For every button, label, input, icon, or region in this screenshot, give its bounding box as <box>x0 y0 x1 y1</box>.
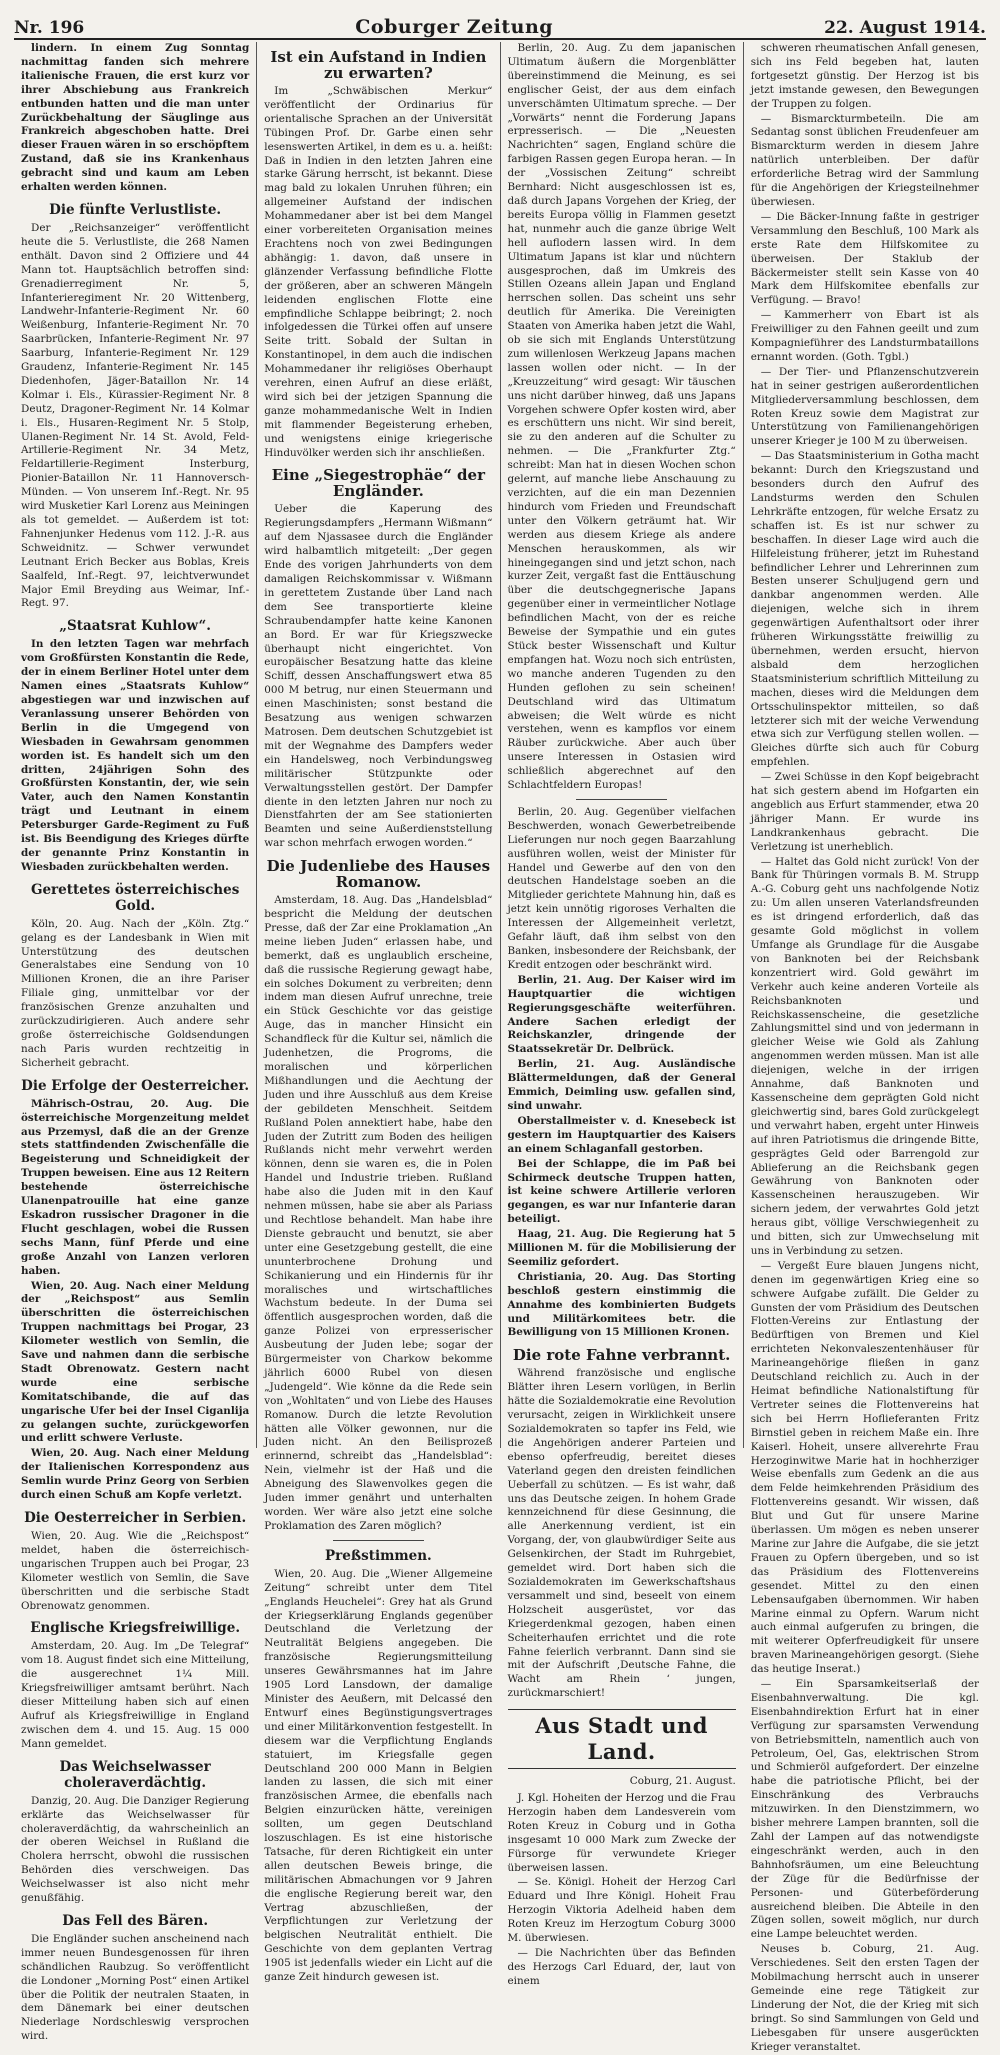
article-paragraph: Christiania, 20. Aug. Das Storting beschloß gestern einstimmig die Annahme des kombinierten Budgets und Militärkomitees betr. die Bewilligung von 15 Millionen Kronen. <box>507 1270 736 1339</box>
headline: Eine „Siegestrophäe“ der Engländer. <box>271 466 485 501</box>
article-paragraph: — Bismarckturmbeteiln. Die am Sedantag sonst üblichen Freudenfeuer am Bismarckturm werden in diesem Jahre natürlich unterbleiben. Der dafür erforderliche Betrag wird der Sammlung für die Angehörigen der Kriegsteilnehmer überwiesen. <box>750 112 979 208</box>
dateline: Coburg, 21. August. <box>629 1775 736 1788</box>
headline: Die rote Fahne verbrannt. <box>512 1346 731 1365</box>
article-paragraph: Oberstallmeister v. d. Knesebeck ist gestern im Hauptquartier des Kaisers an einem Schlaganfall gestorben. <box>507 1114 736 1155</box>
article-paragraph: — Vergeßt Eure blauen Jungens nicht, denen im gegenwärtigen Krieg eine so schwere Aufgabe zufällt. Die Gelder zu Gunsten der vom Präsidium des Deutschen Flotten-Vereins zur Entlastung der Bedürftigen von Bremen und Kiel errichteten Nekonvaleszentenhäuser für Marineangehörige fließen in ganz Deutschland reichlich zu. Auch in der Heimat befindliche Nationalstiftung für Vertreter seines die Flottenvereins hat sich bei Herrn Hoflieferanten Fritz Birnstiel geben in reichem Maße ein. Ihre Kaiserl. Hoheit, unsere allverehrte Frau Herzoginwitwe Marie hat in hochherziger Weise ebenfalls zum Gedenk an die aus dem Felde heimkehrenden Präsidium des Flottenvereins gesandt. Wir wissen, daß Blut und Gut für unsere Marine überlassen. Um mögen es neben unserer Marine zur Jahre die Aufgabe, die sie jetzt Frauen zu Opfern übergeben, und so ist das Präsidium des Flottenvereins gesendet. Mittel zu den einen Lebensaufgaben übernommen. Wir haben Marine einmal zu Opfern. Warum nicht auch einmal aufgerufen zu bringen, die mit weiterer Opferfreudigkeit für unsere braven Marineangehörigen gesorgt. (Siehe das heutige Inserat.) <box>750 1259 979 1676</box>
article-paragraph: In den letzten Tagen war mehrfach vom Großfürsten Konstantin die Rede, der in einem Berliner Hotel unter dem Namen eines „Staatsrats Kuhlow“ abgestiegen war und inzwischen auf Veranlassung unserer Behörden von Berlin in die Umgegend von Wiesbaden in Gewahrsam genommen worden ist. Es handelt sich um den dritten, 24jährigen Sohn des Großfürsten Konstantin, der, wie sein Vater, auch den Namen Konstantin trägt und Leutnant in einem Petersburger Garde-Regiment zu Fuß ist. Bis Beendigung des Krieges dürfte der genannte Prinz Konstantin in Wiesbaden zurückbehalten werden. <box>21 638 250 873</box>
article-paragraph: — Das Staatsministerium in Gotha macht bekannt: Durch den Kriegszustand und besonders durch den Aufruf des Landsturms werden den Schulen Lehrkräfte entzogen, für welche Ersatz zu schaffen ist. Es ist nur schwer zu beschaffen. In dieser Lage wird auch die Hilfeleistung früherer, jetzt im Ruhestand befindlicher Lehrer und Lehrerinnen zum Besten unserer Schuljugend gern und dankbar angenommen werden. Alle diejenigen, welche sich in ihrem gegenwärtigen Aufenthaltsort oder ihrer früheren Wirkungsstätte freiwillig zu übernehmen, werden ersucht, hiervon alsbald dem herzoglichen Staatsministerium schriftlich Mitteilung zu machen, dieses wird die Meldungen dem Ortsschulinspektor mitteilen, so daß letzterer sich mit der weiche Verwendung etwa sich zur Verfügung stellen wollen. — Gleiches dürfte sich auch für Coburg empfehlen. <box>750 450 979 769</box>
headline: Die Erfolge der Oesterreicher. <box>21 1077 250 1094</box>
article-paragraph: Der „Reichsanzeiger“ veröffentlicht heute die 5. Verlustliste, die 268 Namen enthält. Davon sind 2 Offiziere und 44 Mann tot. Hauptsächlich betroffen sind: Grenadierregiment Nr. 5, Infanterieregiment Nr. 20 Wittenberg, Landwehr-Infanterie-Regiment Nr. 60 Weißenburg, Infanterie-Regiment Nr. 70 Saarbrücken, Infanterie-Regiment Nr. 97 Saarburg, Infanterie-Regiment Nr. 129 Graudenz, Infanterie-Regiment Nr. 145 Diedenhofen, Jäger-Bataillon Nr. 14 Kolmar i. Els., Kürassier-Regiment Nr. 8 Deutz, Dragoner-Regiment Nr. 14 Kolmar i. Els., Husaren-Regiment Nr. 5 Stolp, Ulanen-Regiment Nr. 14 St. Avold, Feld-Artillerie-Regiment Nr. 34 Metz, Feldartillerie-Regiment Insterburg, Pionier-Bataillon Nr. 11 Hannoversch-Münden. — Von unserem Inf.-Regt. Nr. 95 wird Musketier Karl Lorenz aus Meiningen als tot gemeldet. — Außerdem ist tot: Fahnenjunker Hedenus vom 112. J.-R. aus Schweidnitz. — Schwer verwundet Leutnant Erich Becker aus Boblas, Kreis Saalfeld, Inf.-Regt. 97, leichtverwundet Major Emil Breyding aus Weimar, Inf.-Regt. 97. <box>21 221 250 610</box>
article-paragraph: — Zwei Schüsse in den Kopf beigebracht hat sich gestern abend im Hofgarten ein angeblich aus Erfurt stammender, etwa 20 jähriger Mann. Er wurde ins Landkrankenhaus gebracht. Die Verletzung ist unerheblich. <box>750 771 979 853</box>
article-paragraph: schweren rheumatischen Anfall genesen, sich ins Feld begeben hat, lauten fortgesetzt günstig. Der Herzog ist bis jetzt imstande gewesen, den Bewegungen der Truppen zu folgen. <box>750 42 979 110</box>
article-paragraph: Berlin, 21. Aug. Der Kaiser wird im Hauptquartier die wichtigen Regierungsgeschäfte weiterführen. Andere Sachen erledigt der Reichskanzler, dringende der Staatssekretär Dr. Delbrück. <box>507 973 736 1056</box>
section-heading: Aus Stadt und Land. <box>508 1709 736 1769</box>
article-paragraph: Während französische und englische Blätter ihren Lesern vorlügen, in Berlin hätte die Sozialdemokratie eine Revolution verursacht, zeigen in Wirklichkeit unsere Sozialdemokraten so tapfer ins Feld, wie die Angehörigen anderer Parteien und ebenso opferfreudig, bereitet dieses Vaterland gegen den dreisten feindlichen Ueberfall zu schützen. — Es ist wahr, daß uns das Deutsche zeigen. In hohem Grade kennzeichnend für diese Gesinnung, die alle Anerkennung verdient, ist ein Vorgang, der, von glaubwürdiger Seite aus Gelsenkirchen, der Stadt im Ruhrgebiet, gemeldet wird. Dort haben sich die Sozialdemokraten im Gewerkschaftshaus versammelt und sind, beseelt von einem Holzscheit ausgerüstet, vor das Kriegerdenkmal gezogen, haben einen Scheiterhaufen errichtet und die rote Fahne feierlich verbrannt. Dann sind sie mit der Aufschrift ‚Deutsche Fahne, die Wacht am Rhein ‘ jungen, zurückmarschiert! <box>507 1367 736 1700</box>
article-paragraph: Danzig, 20. Aug. Die Danziger Regierung erklärte das Weichselwasser für choleraverdächtig, da wahrscheinlich an der oberen Weichsel in Rußland die Cholera herrscht, obwohl die russischen Behörden dies verschweigen. Das Weichselwasser ist also nicht mehr genußfähig. <box>21 1794 250 1905</box>
article-paragraph: Wien, 20. Aug. Nach einer Meldung der Italienischen Korrespondenz aus Semlin wurde Prinz Georg von Serbien durch einen Schuß am Kopfe verletzt. <box>21 1447 250 1502</box>
column-4 <box>744 42 986 2053</box>
article-paragraph: Berlin, 20. Aug. Zu dem japanischen Ultimatum äußern die Morgenblätter übereinstimmend die Meinung, es sei englischer Geist, der aus dem einfach unverschämten Ultimatum spreche. — Der „Vorwärts“ nennt die Forderung Japans erpresserisch. — Die „Neuesten Nachrichten“ sagen, England schüre die farbigen Rassen gegen Europa heran. — In der „Vossischen Zeitung“ schreibt Bernhard: Nicht ausgeschlossen ist es, daß durch Japans Vorgehen der Krieg, der bereits Europa völlig in Flammen gesetzt hat, nunmehr auch die ganze übrige Welt hell auflodern lassen wird. In dem Ultimatum Japans ist klar und nüchtern ausgesprochen, daß im Umkreis des Stillen Ozeans allein Japan und England herrschen sollen. Das scheint uns sehr deutlich für Amerika. Die Vereinigten Staaten von Amerika haben jetzt die Wahl, ob sie sich mit Englands Unterstützung zum willenlosen Werkzeug Japans machen lassen wollen oder nicht. — In der „Kreuzzeitung“ wird gesagt: Wir täuschen uns nicht darüber hinweg, daß uns Japans Vorgehen schwere Opfer kosten wird, aber es erschüttern uns nicht. Wir sind bereit, sie zu den anderen auf die Schulter zu nehmen. — Die „Frankfurter Ztg.“ schreibt: Man hat in diesen Wochen schon gelernt, auf manche liebe Anschauung zu verzichten, auf die ein man Dezennien hindurch vom Frieden und Freundschaft unter den Völkern geträumt hat. Wir werden aus diesem Kriege als andere Menschen herauskommen, als wir hineingegangen sind und jetzt schon, nach kurzer Zeit, vergaßt fast die Enttäuschung über die deutschgegnerische Japans gegenüber einer in vermeintlicher Notlage befindlichen Macht, von der es reiche Beweise der Sympathie und ein gutes Stück bester Wissenschaft und Kultur empfangen hat. Wozu noch sich entrüsten, wo manche anderen Tugenden zu den Hunden geflohen zu sein scheinen! Deutschland wird das Ultimatum abweisen; die Welt würde es nicht verstehen, wenn es kampflos vor einem Räuber zurückwiche. Aber auch über unsere Interessen in Ostasien wird schließlich abgerechnet auf den Schlachtfeldern Europas! <box>507 42 736 792</box>
headline: „Staatsrat Kuhlow“. <box>59 618 211 635</box>
issue-date: 22. August 1914. <box>824 18 986 38</box>
divider <box>576 799 667 800</box>
article-paragraph: Haag, 21. Aug. Die Regierung hat 5 Millionen M. für die Mobilisierung der Seemiliz gefordert. <box>507 1228 736 1268</box>
headline: Das Fell des Bären. <box>62 1912 209 1929</box>
headline: Ist ein Aufstand in Indien zu erwarten? <box>270 48 487 82</box>
article-paragraph: — Haltet das Gold nicht zurück! Von der Bank für Thüringen vormals B. M. Strupp A.-G. Coburg geht uns nachfolgende Notiz zu: Um allen unseren Vaterlandsfreunden es ist dringend erforderlich, daß das gesamte Gold möglichst in vollem Umfange als Grundlage für die Ausgabe von Banknoten bei der Reichsbank konzentriert wird. Gold gewährt im Verkehr auch keine anderen Vorteile als Reichsbanknoten und Reichskassenscheine, die gesetzliche Zahlungsmittel sind und von jedermann in gleicher Weise wie Gold als Zahlung angenommen werden müssen. Man ist alle diejenigen, welche in der irrigen Annahme, daß Banknoten und Kassenscheine dem geprägten Gold nicht gleichwertig sind, bares Gold zurückgelegt und verwahrt haben, ergeht unter Hinweis auf ihren Patriotismus die dringende Bitte, gesprägtes Geld oder Barrengold zur Ablieferung an die Reichsbank gegen Gewährung von Banknoten oder Kassenscheinen herauszugeben. Wir sichern jedem, der verwahrtes Gold jetzt heraus gibt, völlige Verschwiegenheit zu und bitten, sich zur Umwechselung mit uns in Verbindung zu setzen. <box>750 855 979 1257</box>
article-paragraph: Die Engländer suchen anscheinend nach immer neuen Bundesgenossen für ihren schändlichen Raubzug. So veröffentlicht die Londoner „Morning Post“ einen Artikel über die Politik der neutralen Staaten, in dem Dänemark bei einer deutschen Niederlage Nordschleswig versprochen wird. <box>21 1932 250 2043</box>
column-2 <box>257 42 500 1984</box>
article-paragraph: — Der Tier- und Pflanzenschutzverein hat in seiner gestrigen außerordentlichen Mitgliederversammlung beschlossen, dem Roten Kreuz sowie dem Magistrat zur Unterstützung von Familienangehörigen unserer Krieger je 100 M zu überweisen. <box>750 365 979 448</box>
article-paragraph: Bei der Schlappe, die im Paß bei Schirmeck deutsche Truppen hatten, ist keine schwere Artillerie verloren gegangen, es war nur Infanterie daran beteiligt. <box>507 1157 736 1226</box>
article-paragraph: Wien, 20. Aug. Nach einer Meldung der „Reichspost“ aus Semlin überschritten die österreichischen Truppen nachmittags bei Progar, 23 Kilometer westlich von Semlin, die Save und nahmen dann die serbische Stadt Obrenowatz. Gestern nacht wurde eine serbische Komitatschibande, die auf das ungarische Ufer bei der Insel Ciganlija zu gelangen suchte, zurückgeworfen und erlitt schwere Verluste. <box>21 1279 250 1445</box>
article-paragraph: — Die Bäcker-Innung faßte in gestriger Versammlung den Beschluß, 100 Mark als erste Rate dem Hilfskomitee zu überweisen. Der Staklub der Bäckermeister stellt sein Kasse von 40 Mark dem Hilfskomitee ebenfalls zur Verfügung. — Bravo! <box>750 210 979 307</box>
headline: Die fünfte Verlustliste. <box>49 201 222 218</box>
newspaper-title: Coburger Zeitung <box>355 16 554 38</box>
article-paragraph: J. Kgl. Hoheiten der Herzog und die Frau Herzogin haben dem Landesverein vom Roten Kreuz in Coburg und in Gotha insgesamt 10 000 Mark zum Zwecke der Fürsorge für verwundete Krieger überweisen lassen. <box>507 1792 736 1874</box>
article-paragraph: Mährisch-Ostrau, 20. Aug. Die österreichische Morgenzeitung meldet aus Przemysl, daß die an der Grenze stets stattfindenden Zwischenfälle die Begeisterung und Schneidigkeit der Truppen beweisen. Eine aus 12 Reitern bestehende österreichische Ulanenpatrouille hat eine ganze Eskadron russischer Dragoner in die Flucht geschlagen, wobei die Russen sechs Mann, fünf Pferde und eine große Anzahl von Lanzen verloren haben. <box>21 1097 250 1277</box>
columns <box>14 42 986 2053</box>
article-paragraph: lindern. In einem Zug Sonntag nachmittag fanden sich mehrere italienische Frauen, die erst kurz vor ihrer Abschiebung aus Frankreich entbunden hatten und die man unter Zurückbehaltung der Säuglinge aus Frankreich abgeschoben hatte. Drei dieser Frauen wären in so erschöpftem Zustand, daß sie ins Krankenhaus gebracht sind und kaum am Leben erhalten werden können. <box>21 42 250 194</box>
article-paragraph: Neuses b. Coburg, 21. Aug. Verschiedenes. Seit den ersten Tagen der Mobilmachung herrscht auch in unserer Gemeinde eine rege Tätigkeit zur Linderung der Not, die der Krieg mit sich bringt. So sind Sammlungen von Geld und Liebesgaben für unsere ausgerückten Krieger veranstaltet. <box>750 1943 979 2053</box>
article-paragraph: Amsterdam, 20. Aug. Im „De Telegraf“ vom 18. August findet sich eine Mitteilung, die ausgerechnet 1¼ Mill. Kriegsfreiwilliger amtsamt berührt. Nach dieser Mitteilung haben sich auf einen Aufruf als Kriegsfreiwillige in England zwischen dem 4. und 15. Aug. 15 000 Mann gemeldet. <box>21 1640 250 1750</box>
article-paragraph: — Ein Sparsamkeitserlaß der Eisenbahnverwaltung. Die kgl. Eisenbahndirektion Erfurt hat in einer Verfügung zur sparsamsten Verwendung von Betriebsmitteln, namentlich auch von Petroleum, Oel, Gas, elektrischen Strom und Schmieröl aufgefordert. Der einzelne habe die patriotische Pflicht, bei der Einschränkung des Verbrauchs mitzuwirken. In den Dienstzimmern, wo bisher mehrere Lampen brannten, soll die Zahl der Lampen auf das notwendigste eingeschränkt werden, auch in den Bahnhofsräumen, um eine Beleuchtung der Züge für die Bedürfnisse der Personen- und Güterbeförderung ausreichend bleiben. Die Abteile in den Zügen sollen, soweit möglich, nur durch eine Lampe beleuchtet werden. <box>750 1678 979 1941</box>
headline: Englische Kriegsfreiwillige. <box>30 1620 241 1637</box>
article-paragraph: — Se. Königl. Hoheit der Herzog Carl Eduard und Ihre Königl. Hoheit Frau Herzogin Viktoria Adelheid haben dem Roten Kreuz im Herzogtum Coburg 3000 M. überwiesen. <box>507 1876 736 1945</box>
headline: Das Weichselwasser choleraverdächtig. <box>59 1758 211 1791</box>
headline: Preßstimmen. <box>325 1547 432 1564</box>
article-paragraph: — Kammerherr von Ebart ist als Freiwilliger zu den Fahnen geeilt und zum Kompagnieführer des Landsturmbataillons ernannt worden. (Goth. Tgbl.) <box>750 309 979 363</box>
column-3 <box>501 42 744 1987</box>
headline: Die Judenliebe des Hauses Romanow. <box>266 857 491 892</box>
column-1 <box>14 42 257 2043</box>
article-paragraph: Ueber die Kaperung des Regierungsdampfers „Hermann Wißmann“ auf dem Njassasee durch die Engländer wird halbamtlich mitgeteilt: „Der gegen Ende des vorigen Jahrhunderts von dem damaligen Reichskommissar v. Wißmann in gerettetem Zustande über Land nach dem See transportierte kleine Schraubendampfer hatte keine Kanonen an Bord. Er war für Kriegszwecke überhaupt nicht eingerichtet. Von europäischer Besatzung hatte das kleine Schiff, dessen Anschaffungswert etwa 85 000 M betrug, nur einen Steuermann und einen Maschinisten; sonst bestand die Besatzung aus wenigen schwarzen Matrosen. Dem deutschen Schutzgebiet ist mit der Wegnahme des Dampfers weder ein Handelsweg, noch Verbindungsweg militärischer Stützpunkte oder Verwaltungsstellen gestört. Der Dampfer diente in den letzten Jahren nur noch zu Dienstfahrten der am See stationierten Beamten und seine Außerdienststellung war schon mehrfach erwogen worden.“ <box>264 503 493 850</box>
article-paragraph: Berlin, 20. Aug. Gegenüber vielfachen Beschwerden, wonach Gewerbetreibende Lieferungen nur noch gegen Baarzahlung ausführen wollen, weist der Minister für Handel und Gewerbe auf den von den deutschen Handelstage soeben an die Mitglieder gerichtete Mahnung hin, daß es jetzt kein unnötig rigoroses Verhalten die Interessen der Allgemeinheit verletzt, Gefahr läuft, daß ihm selbst von den Banken, insbesondere der Reichsbank, der Kredit entzogen oder beschränkt wird. <box>507 805 736 971</box>
article-paragraph: Amsterdam, 18. Aug. Das „Handelsblad“ bespricht die Meldung der deutschen Presse, daß der Zar eine Proklamation „An meine lieben Juden“ erlassen habe, und bemerkt, daß es unglaublich erscheine, daß die russische Regierung gewagt habe, ein solches Dokument zu verbreiten; denn indem man diesen Aufruf unrechne, treie ein Stück Geschichte vor das geistige Auge, das in mancher Hinsicht ein Schandfleck für die Kultur sei, nämlich die Judenhetzen, die Progroms, die moralischen und körperlichen Mißhandlungen und die Aechtung der Juden und ihre Ausschluß aus dem Kreise der gebildeten Menschheit. Seitdem Rußland Polen annektiert habe, habe den Juden der Zutritt zum Boden des heiligen Rußlands nicht mehr verwehrt werden können, denn sie waren es, die in Polen Handel und Industrie trieben. Rußland habe also die Juden mit in den Kauf nehmen müssen, habe sie aber als Pariass und Rechtlose behandelt. Man habe ihre Dienste gebraucht und benutzt, sie aber unter eine Gesetzgebung gestellt, die eine ununterbrochene Drohung und Schikanierung und ein Hindernis für ihr moralisches und wirtschaftliches Wachstum bedeute. In der Duma sei öffentlich ausgesprochen worden, daß die ganze Polizei von erpresserischer Ausbeutung der Juden lebe; sogar der Bürgermeister von Charkow bekomme jährlich 6000 Rubel von diesen „Judengeld“. Wie könne da die Rede sein von „Wohltaten“ und von Liebe des Hauses Romanow. Durch die letzte Revolution hätten alle Völker gewonnen, nur die Juden nicht. An den Beilisprozeß erinnernd, schreibt das „Handelsblad“: Nein, vielmehr ist der Haß und die Abneigung des Slawenvolkes gegen die Juden immer genährt und unterhalten worden. Wer wäre also jetzt eine solche Proklamation des Zaren möglich? <box>264 894 493 1532</box>
article-paragraph: Köln, 20. Aug. Nach der „Köln. Ztg.“ gelang es der Landesbank in Wien mit Unterstützung des deutschen Generalstabes eine Sendung von 10 Millionen Kronen, die an ihre Pariser Filiale ging, unmittelbar vor der französischen Grenze anzuhalten und zurückzudirigieren. Auch andere sehr große österreichische Goldsendungen nach Paris wurden rechtzeitig in Sicherheit gebracht. <box>21 917 250 1069</box>
issue-number: Nr. 196 <box>14 18 85 38</box>
divider <box>333 1540 424 1541</box>
headline: Gerettetes österreichisches Gold. <box>30 881 240 914</box>
article-paragraph: Wien, 20. Aug. Die „Wiener Allgemeine Zeitung“ schreibt unter dem Titel „Englands Heuchelei“: Grey hat als Grund der Kriegserklärung Englands gegenüber Deutschland die Verletzung der Neutralität Belgiens angegeben. Die französische Regierungsmitteilung unseres Gewährsmannes hat im Jahre 1905 Lord Lansdown, der damalige Minister des Aeußern, mit Delcassé den Entwurf eines Begünstigungsvertrages und einer Militärkonvention festgestellt. In diesem war die Verpflichtung Englands statuiert, im Kriegsfalle gegen Deutschland 200 000 Mann in Belgien landen zu lassen, die sich mit einer französischen Armee, die ebenfalls nach Belgien einzurücken hätte, vereinigen sollten, um gegen Deutschland loszuschlagen. Es ist eine historische Tatsache, für deren Richtigkeit ein unter allen deutschen Beweis bringe, die militärischen Abmachungen vor 9 Jahren die englische Regierung bereit war, den Vertrag abzuschließen, der Verpflichtungen zur Verletzung der belgischen Neutralität enthielt. Die Geschichte von dem geplanten Vertrag 1905 ist jedenfalls wieder ein Licht auf die ganze Zeit hindurch gewesen ist. <box>264 1567 493 1984</box>
headline: Die Oesterreicher in Serbien. <box>24 1510 247 1526</box>
article-paragraph: Wien, 20. Aug. Wie die „Reichspost“ meldet, haben die österreichisch-ungarischen Truppen auch bei Progar, 23 Kilometer westlich von Semlin, die Save überschritten und die serbische Stadt Obrenowatz genommen. <box>21 1530 250 1612</box>
article-paragraph: Im „Schwäbischen Merkur“ veröffentlicht der Ordinarius für orientalische Sprachen an der Universität Tübingen Prof. Dr. Garbe einen sehr lesenswerten Artikel, in dem es u. a. heißt: Daß in Indien in den letzten Jahren eine starke Gärung herrscht, ist bekannt. Diese mag bald zu lokalen Unruhen führen; ein allgemeiner Aufstand der indischen Mohammedaner aber ist bei dem Mangel einer vorbereiteten Organisation meines Erachtens noch von zwei Bedingungen abhängig: 1. davon, daß unsere in glänzender Verfassung befindliche Flotte der größeren, aber an schweren Mängeln leidenden englischen Flotte eine empfindliche Schlappe beibringt; 2. noch infolgedessen die Türkei offen auf unsere Seite tritt. Sobald der Sultan in Konstantinopel, in dem auch die indischen Mohammedaner ihr religiöses Oberhaupt verehren, einen Aufruf an diese erläßt, wird sich bei der jetzigen Spannung die ganze mohammedanische Welt in Indien mit flammender Begeisterung erheben, und wenigstens einige kriegerische Hinduvölker werden sich ihr anschließen. <box>264 85 493 459</box>
article-paragraph: Berlin, 21. Aug. Ausländische Blättermeldungen, daß der General Emmich, Deimling usw. gefallen sind, sind unwahr. <box>507 1058 736 1112</box>
article-paragraph: — Die Nachrichten über das Befinden des Herzogs Carl Eduard, der, laut von einem <box>507 1947 736 1987</box>
masthead <box>14 8 986 40</box>
